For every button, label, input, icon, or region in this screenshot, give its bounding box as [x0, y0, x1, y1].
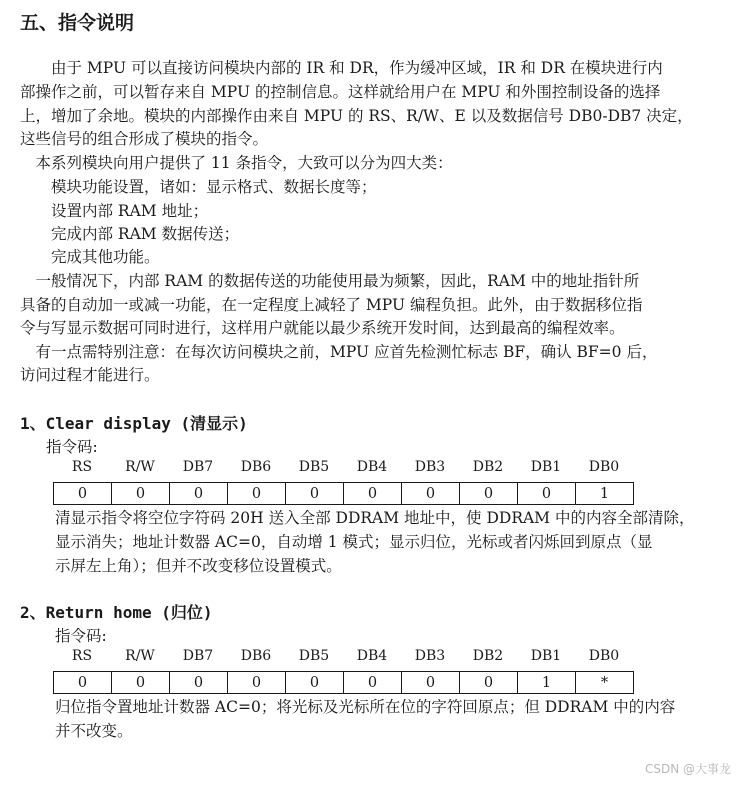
bit-cell: 1 [518, 672, 576, 694]
column-header: DB1 [530, 648, 562, 664]
code-label: 指令码: [55, 627, 107, 645]
intro-line: 令与写显示数据可同时进行，这样用户就能以最少系统开发时间，达到最高的编程效率。 [20, 319, 625, 337]
instruction-code-table [53, 671, 634, 694]
intro-line: 具备的自动加一或减一功能，在一定程度上减轻了 MPU 编程负担。此外，由于数据移位指 [20, 296, 643, 314]
intro-line: 由于 MPU 可以直接访问模块内部的 IR 和 DR，作为缓冲区域，IR 和 DR 在模块进行内 [20, 59, 663, 77]
bit-cell: 0 [344, 672, 402, 694]
bit-cell: 0 [228, 483, 286, 505]
bit-cell: 0 [170, 483, 228, 505]
column-header: DB7 [182, 648, 214, 664]
bit-cell: 0 [54, 672, 112, 694]
column-header: DB5 [298, 648, 330, 664]
column-header: R/W [125, 648, 155, 664]
bit-cell: 0 [344, 483, 402, 505]
intro-line: 有一点需特别注意：在每次访问模块之前，MPU 应首先检测忙标志 BF，确认 BF=0 后， [20, 343, 658, 361]
bit-cell: 0 [460, 672, 518, 694]
section-title: 2、Return home (归位) [20, 603, 213, 622]
intro-line: 完成内部 RAM 数据传送； [20, 225, 240, 243]
column-header: DB4 [356, 459, 388, 475]
bit-cell: 1 [576, 483, 634, 505]
column-header: DB0 [588, 648, 620, 664]
description-line: 示屏左上角）；但并不改变移位设置模式。 [55, 557, 342, 575]
column-header: R/W [125, 459, 155, 475]
column-header: DB5 [298, 459, 330, 475]
intro-line: 上，增加了余地。模块的内部操作由来自 MPU 的 RS、R/W、E 以及数据信号 DB0-DB7 决定， [20, 107, 693, 125]
intro-line: 设置内部 RAM 地址； [20, 202, 209, 220]
intro-line: 一般情况下，内部 RAM 的数据传送的功能使用最为频繁，因此，RAM 中的地址指针所 [20, 272, 640, 290]
column-header: DB4 [356, 648, 388, 664]
column-header: RS [71, 648, 93, 664]
description-line: 并不改变。 [55, 722, 133, 740]
column-header: DB6 [240, 648, 272, 664]
bit-cell: 0 [228, 672, 286, 694]
page-heading: 五、指令说明 [20, 12, 135, 34]
column-header-row [53, 648, 635, 668]
bit-cell: * [576, 672, 634, 694]
column-header: RS [71, 459, 93, 475]
bit-cell: 0 [286, 672, 344, 694]
column-header: DB6 [240, 459, 272, 475]
bit-cell: 0 [112, 483, 170, 505]
column-header: DB3 [414, 459, 446, 475]
column-header: DB2 [472, 459, 504, 475]
bit-cell: 0 [402, 483, 460, 505]
description-line: 清显示指令将空位字符码 20H 送入全部 DDRAM 地址中，使 DDRAM 中的内容全部清除， [55, 509, 695, 527]
intro-line: 本系列模块向用户提供了 11 条指令，大致可以分为四大类： [20, 154, 453, 172]
column-header-row [53, 459, 635, 479]
intro-line: 完成其他功能。 [20, 248, 160, 266]
column-header: DB7 [182, 459, 214, 475]
description-line: 显示消失；地址计数器 AC=0，自动增 1 模式；显示归位，光标或者闪烁回到原点（显 [55, 533, 653, 551]
bit-cell: 0 [460, 483, 518, 505]
bit-cell: 0 [54, 483, 112, 505]
watermark: CSDN @大事龙 [644, 762, 731, 776]
code-label: 指令码: [46, 438, 98, 456]
table-row [54, 483, 634, 505]
table-row [54, 672, 634, 694]
column-header: DB3 [414, 648, 446, 664]
bit-cell: 0 [112, 672, 170, 694]
section-title: 1、Clear display (清显示) [20, 414, 248, 433]
instruction-code-table [53, 482, 634, 505]
bit-cell: 0 [170, 672, 228, 694]
bit-cell: 0 [518, 483, 576, 505]
description-line: 归位指令置地址计数器 AC=0；将光标及光标所在位的字符回原点；但 DDRAM 中的内容 [55, 698, 676, 716]
intro-line: 模块功能设置，诸如：显示格式、数据长度等； [20, 178, 377, 196]
column-header: DB0 [588, 459, 620, 475]
intro-line: 这些信号的组合形成了模块的指令。 [20, 130, 269, 148]
bit-cell: 0 [286, 483, 344, 505]
intro-line: 访问过程才能进行。 [20, 366, 160, 384]
bit-cell: 0 [402, 672, 460, 694]
column-header: DB2 [472, 648, 504, 664]
column-header: DB1 [530, 459, 562, 475]
intro-line: 部操作之前，可以暂存来自 MPU 的控制信息。这样就给用户在 MPU 和外围控制设备的选择 [20, 83, 661, 101]
